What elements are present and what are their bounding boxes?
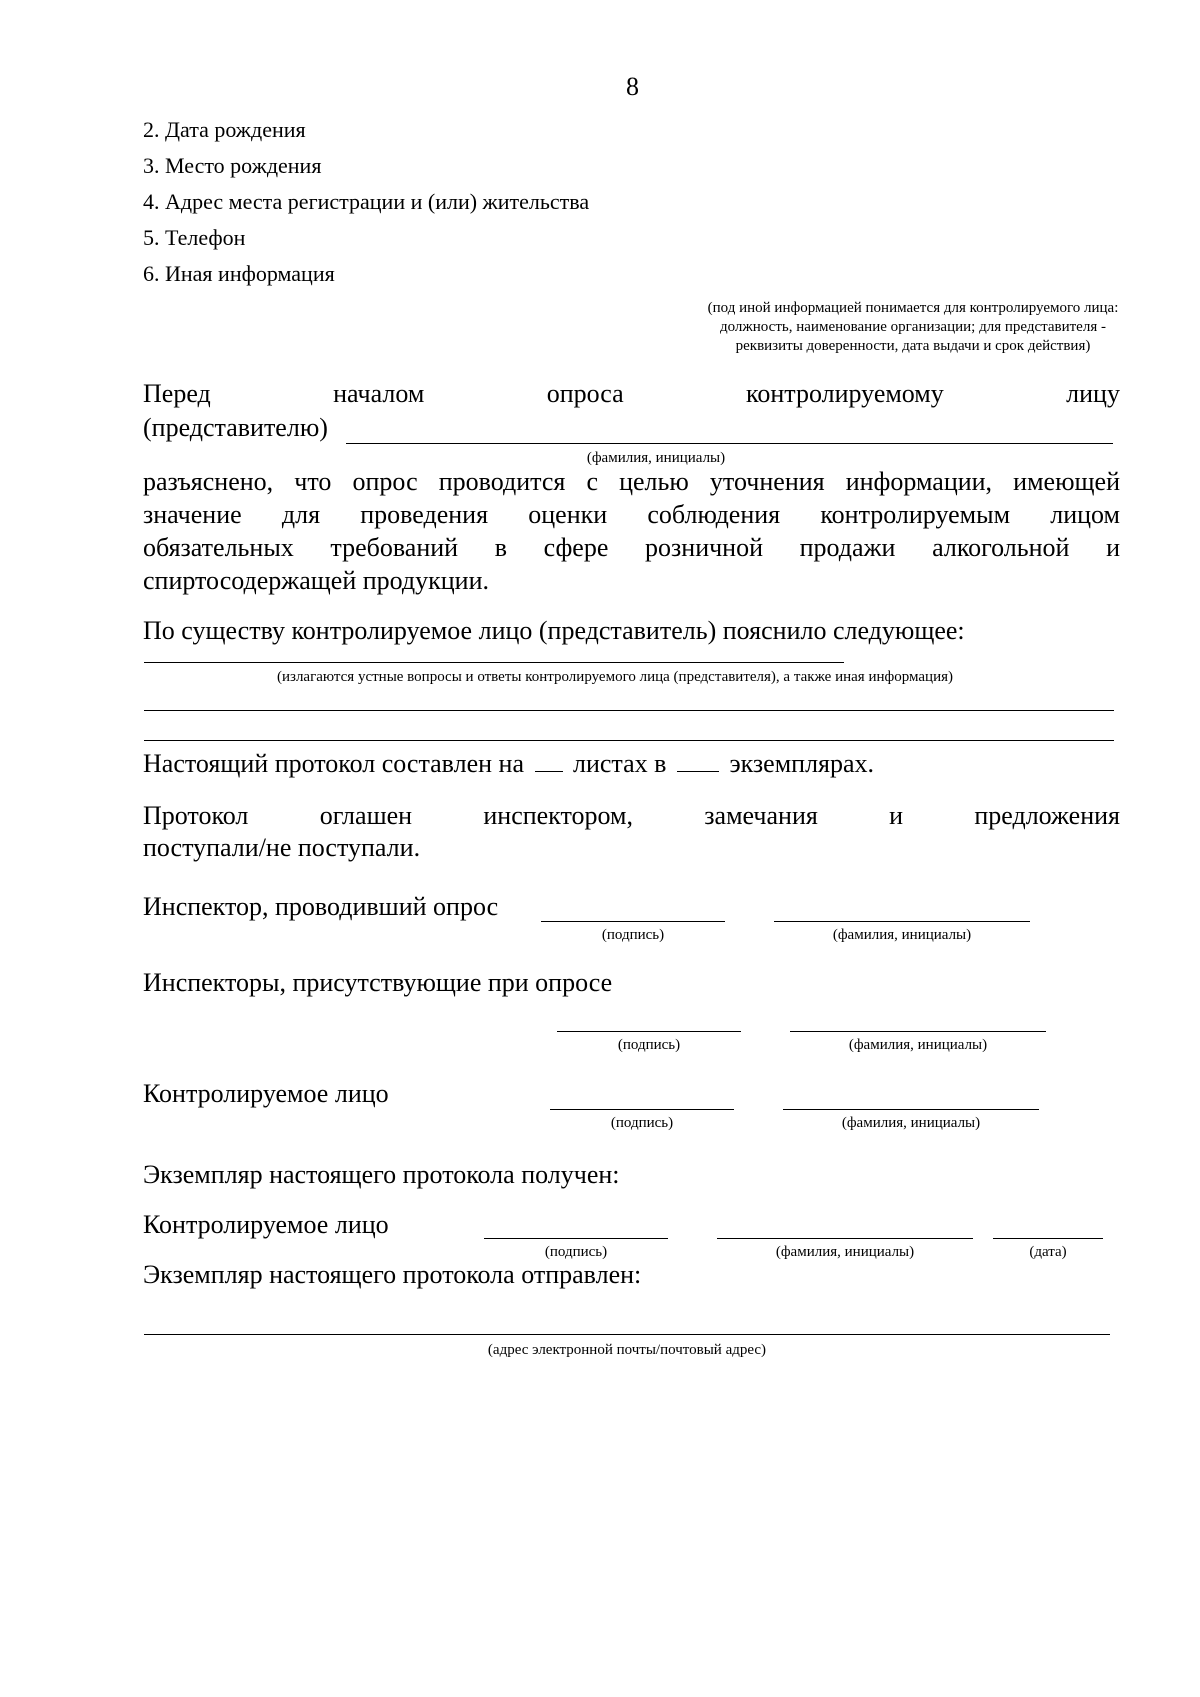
date-caption: (дата) bbox=[1029, 1244, 1067, 1260]
sheets-text bbox=[143, 748, 874, 780]
explanation-line: спиртосодержащей продукции. bbox=[143, 566, 489, 595]
other-info-note-line: (под иной информацией понимается для контролируемого лица: bbox=[707, 300, 1119, 316]
explanation-line-field[interactable] bbox=[144, 662, 844, 663]
intro-word: Перед bbox=[143, 379, 211, 408]
signature-caption: (подпись) bbox=[544, 1244, 608, 1260]
page-number: 8 bbox=[626, 72, 639, 101]
address-line[interactable] bbox=[144, 1334, 1110, 1335]
field-address: 4. Адрес места регистрации и (или) жительства bbox=[143, 189, 590, 214]
controlled-person-name-line[interactable] bbox=[783, 1109, 1039, 1110]
signature-caption: (подпись) bbox=[601, 927, 665, 943]
controlled-person-signature-line[interactable] bbox=[550, 1109, 734, 1110]
field-other-info: 6. Иная информация bbox=[143, 261, 335, 286]
explanation-line: обязательных требований в сфере розничной продажи алкогольной и bbox=[143, 533, 1120, 562]
copy-received-text: Экземпляр настоящего протокола получен: bbox=[143, 1160, 620, 1189]
representative-name-caption: (фамилия, инициалы) bbox=[586, 450, 726, 466]
copy-sent-text: Экземпляр настоящего протокола отправлен: bbox=[143, 1260, 642, 1289]
inspectors-present-name-line[interactable] bbox=[790, 1031, 1046, 1032]
field-phone: 5. Телефон bbox=[143, 225, 246, 250]
intro-first-line bbox=[143, 378, 1120, 410]
copies-count-field[interactable] bbox=[677, 749, 719, 772]
explanation-caption: (излагаются устные вопросы и ответы контролируемого лица (представителя), а также иная информация) bbox=[277, 669, 953, 685]
inspectors-present-label: Инспекторы, присутствующие при опросе bbox=[143, 968, 613, 997]
sheets-count-field[interactable] bbox=[535, 749, 563, 772]
other-info-note-line: должность, наименование организации; для представителя - bbox=[720, 319, 1106, 335]
address-caption: (адрес электронной почты/почтовый адрес) bbox=[487, 1342, 767, 1358]
inspector-label: Инспектор, проводивший опрос bbox=[143, 892, 499, 921]
intro-word: опроса bbox=[546, 379, 624, 408]
sheets-before: Настоящий протокол составлен на bbox=[143, 749, 524, 778]
announced-line: поступали/не поступали. bbox=[143, 833, 421, 862]
representative-name-line[interactable] bbox=[346, 443, 1113, 444]
received-signature-line[interactable] bbox=[484, 1238, 668, 1239]
inspector-signature-line[interactable] bbox=[541, 921, 725, 922]
explanation-heading: По существу контролируемое лицо (представитель) пояснило следующее: bbox=[143, 616, 965, 645]
sheets-middle: листах в bbox=[573, 749, 667, 778]
sheets-after: экземплярах. bbox=[729, 749, 875, 778]
field-birth-date: 2. Дата рождения bbox=[143, 117, 306, 142]
intro-word: лицу bbox=[1066, 379, 1120, 408]
explanation-line: разъяснено, что опрос проводится с целью уточнения информации, имеющей bbox=[143, 467, 1120, 496]
controlled-person-label: Контролируемое лицо bbox=[143, 1210, 389, 1239]
received-name-line[interactable] bbox=[717, 1238, 973, 1239]
inspectors-present-signature-line[interactable] bbox=[557, 1031, 741, 1032]
announced-line: Протокол оглашен инспектором, замечания и предложения bbox=[143, 801, 1120, 830]
signature-caption: (подпись) bbox=[610, 1115, 674, 1131]
name-caption: (фамилия, инициалы) bbox=[841, 1115, 981, 1131]
name-caption: (фамилия, инициалы) bbox=[832, 927, 972, 943]
explanation-line-field[interactable] bbox=[144, 740, 1114, 741]
controlled-person-label: Контролируемое лицо bbox=[143, 1079, 389, 1108]
field-birth-place: 3. Место рождения bbox=[143, 153, 322, 178]
other-info-note-line: реквизиты доверенности, дата выдачи и срок действия) bbox=[735, 338, 1091, 354]
explanation-line-field[interactable] bbox=[144, 710, 1114, 711]
inspector-name-line[interactable] bbox=[774, 921, 1030, 922]
intro-word: контролируемому bbox=[746, 379, 944, 408]
signature-caption: (подпись) bbox=[617, 1037, 681, 1053]
representative-label: (представителю) bbox=[143, 413, 328, 442]
intro-word: началом bbox=[333, 379, 425, 408]
received-date-line[interactable] bbox=[993, 1238, 1103, 1239]
explanation-line: значение для проведения оценки соблюдения контролируемым лицом bbox=[143, 500, 1120, 529]
name-caption: (фамилия, инициалы) bbox=[775, 1244, 915, 1260]
name-caption: (фамилия, инициалы) bbox=[848, 1037, 988, 1053]
